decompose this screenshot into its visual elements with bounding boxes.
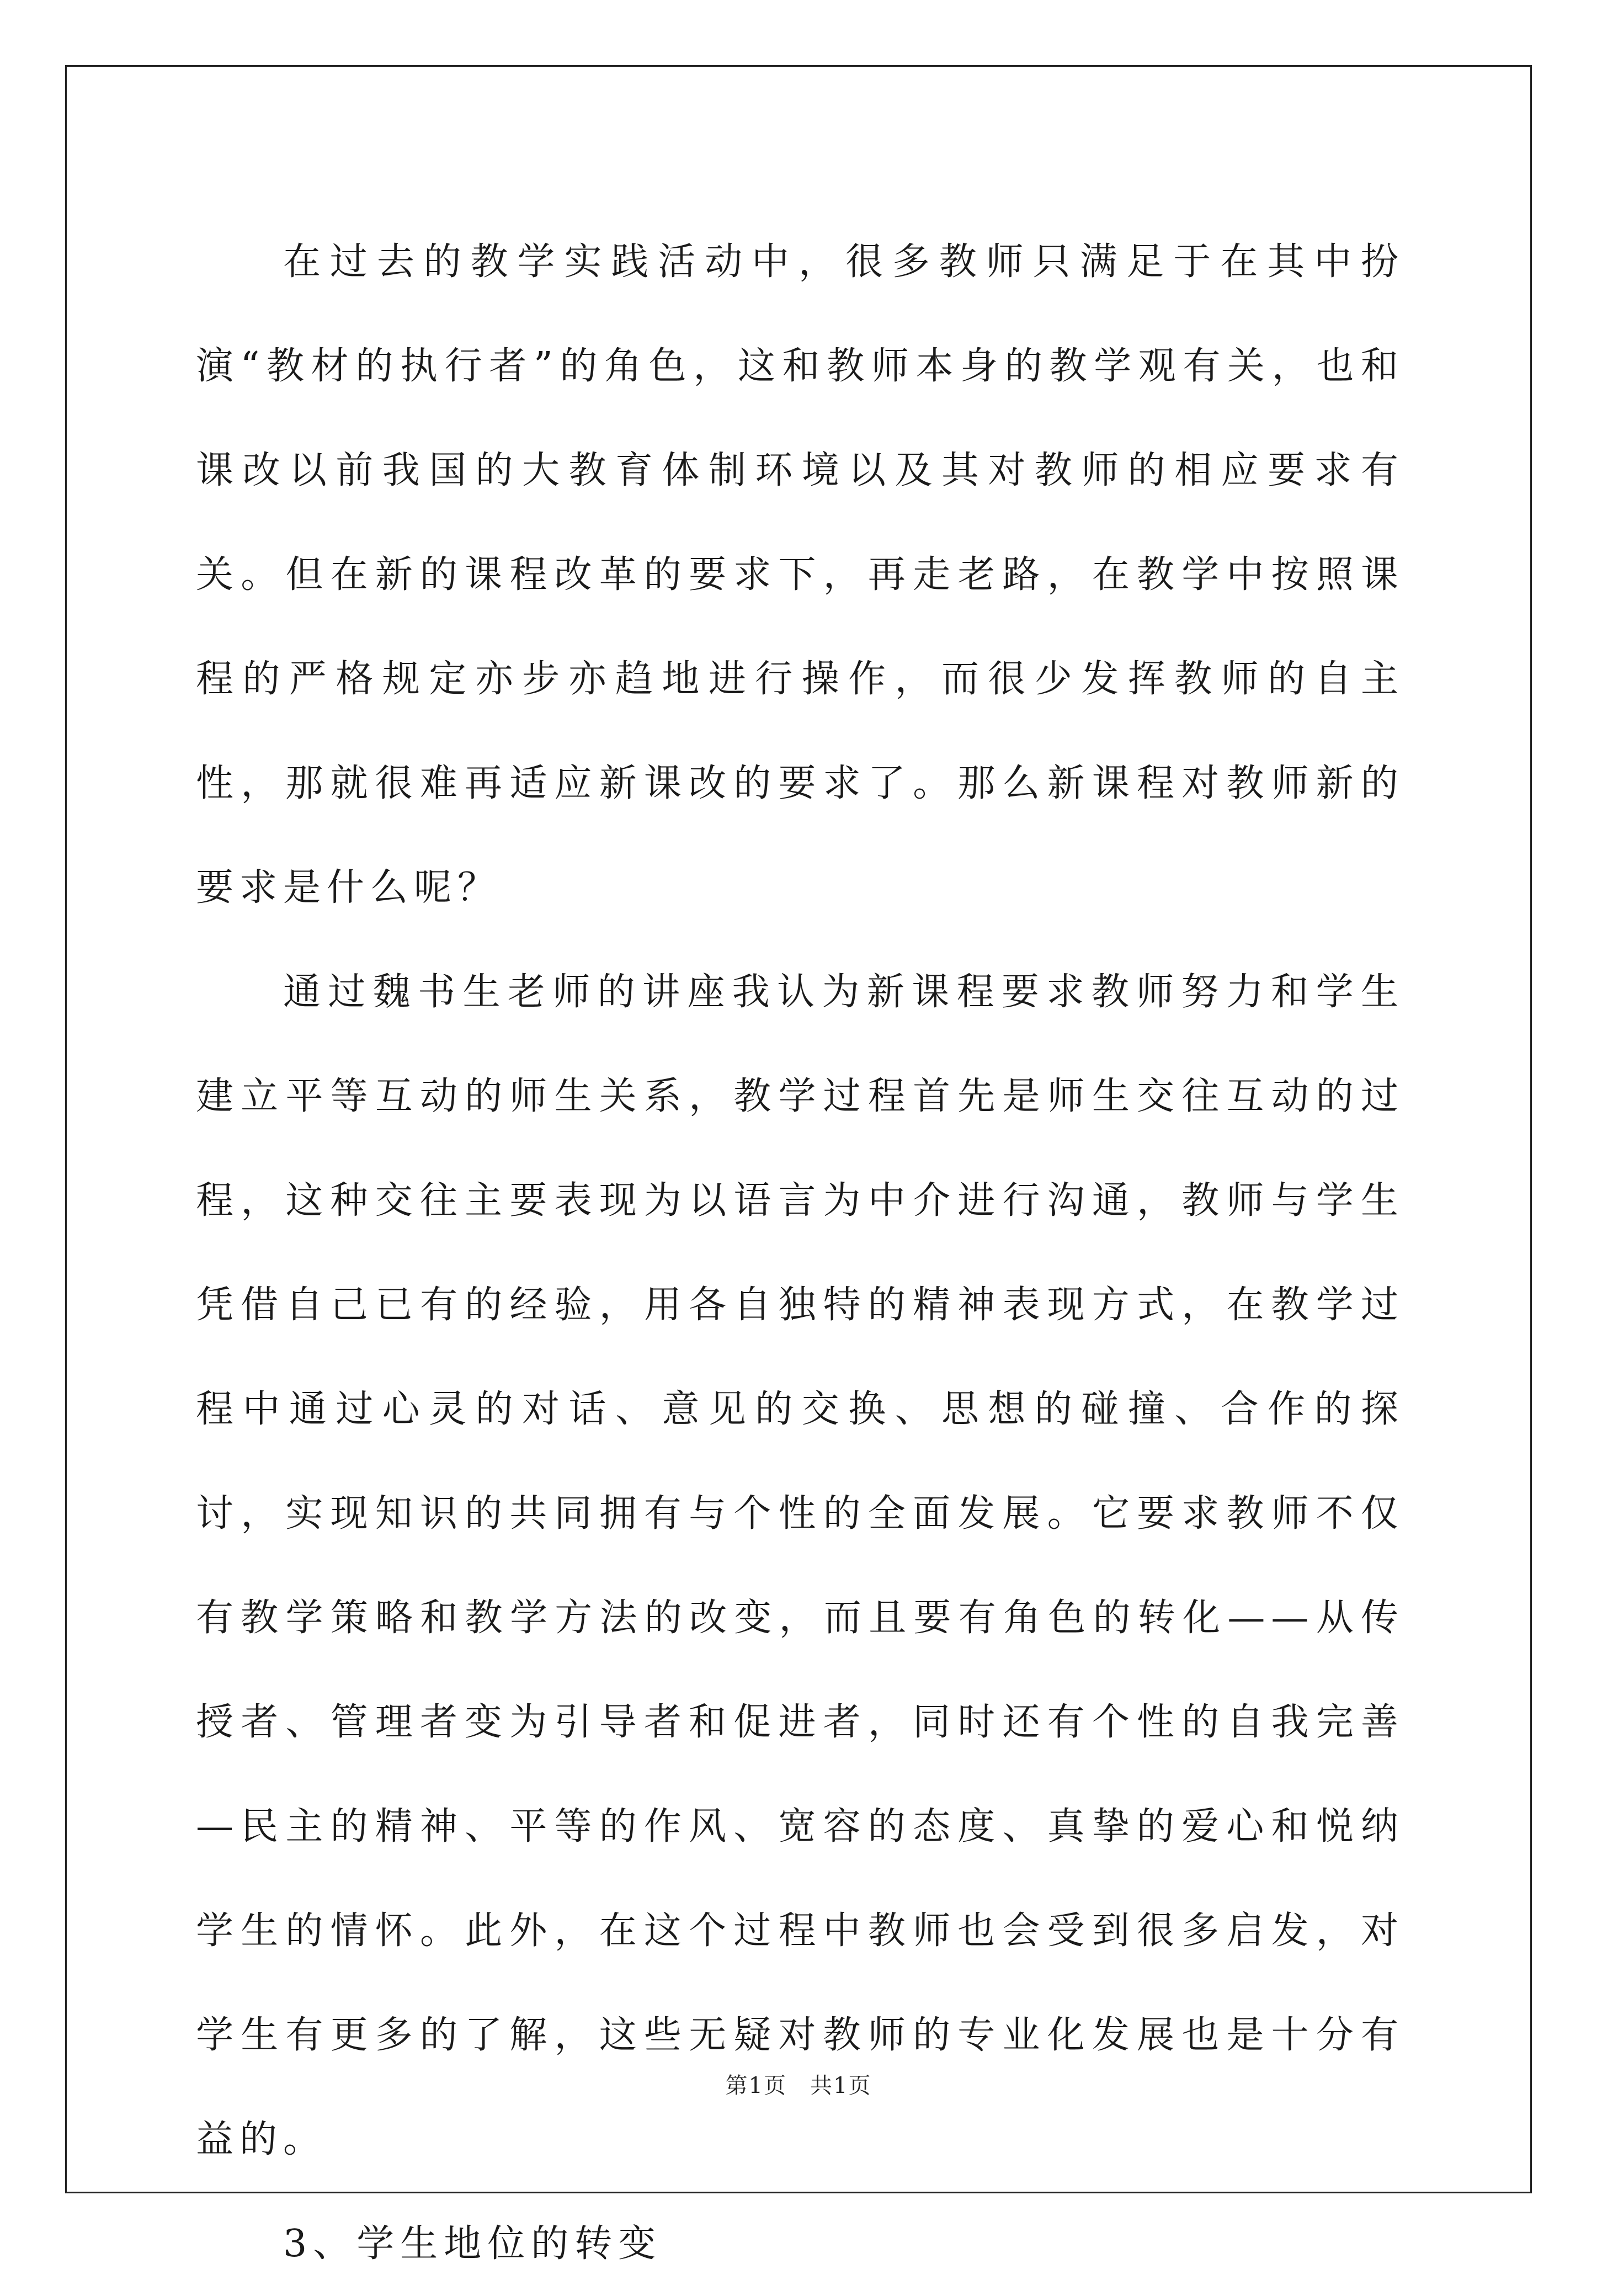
- document-body: [196, 210, 1404, 2296]
- paragraph-2: 通过魏书生老师的讲座我认为新课程要求教师努力和学生建立平等互动的师生关系，教学过程首先是师生交往互动的过程，这种交往主要表现为以语言为中介进行沟通，教师与学生凭借自己已有的经验，用各自独特的精神表现方式，在教学过程中通过心灵的对话、意见的交换、思想的碰撞、合作的探讨，实现知识的共同拥有与个性的全面发展。它要求教师不仅有教学策略和教学方法的改变，而且要有角色的转化——从传授者、管理者变为引导者和促进者，同时还有个性的自我完善—民主的精神、平等的作风、宽容的态度、真挚的爱心和悦纳学生的情怀。此外，在这个过程中教师也会受到很多启发，对学生有更多的了解，这些无疑对教师的专业化发展也是十分有益的。: [196, 970, 1404, 2161]
- page-number-footer: 第1页 共1页: [725, 2073, 872, 2098]
- section-heading: 3、学生地位的转变: [283, 2222, 662, 2266]
- paragraph-1: 在过去的教学实践活动中，很多教师只满足于在其中扮演“教材的执行者”的角色，这和教师本身的教学观有关，也和课改以前我国的大教育体制环境以及其对教师的相应要求有关。但在新的课程改革的要求下，再走老路，在教学中按照课程的严格规定亦步亦趋地进行操作，而很少发挥教师的自主性，那就很难再适应新课改的要求了。那么新课程对教师新的要求是什么呢？: [196, 240, 1404, 910]
